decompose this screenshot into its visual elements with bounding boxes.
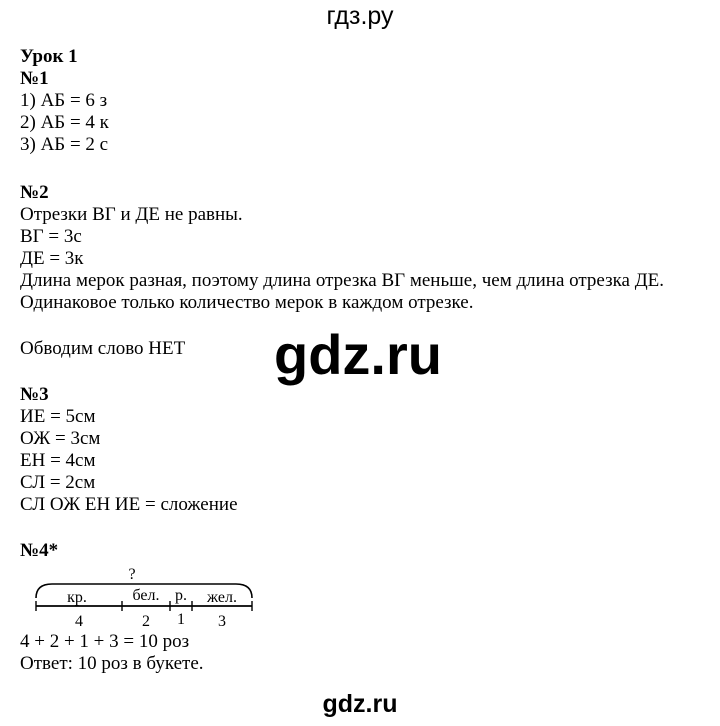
task2-circle-note: Обводим слово НЕТ (20, 338, 186, 359)
task2-line-1: Отрезки ВГ и ДЕ не равны. (20, 204, 243, 225)
segment-value: 2 (142, 613, 150, 630)
task4-answer: Ответ: 10 роз в букете. (20, 653, 204, 674)
task3-line-2: ОЖ = 3см (20, 428, 101, 449)
task2-number: №2 (20, 182, 49, 203)
segment-diagram (20, 560, 260, 632)
task4-number: №4* (20, 540, 59, 561)
task2-line-5: Одинаковое только количество мерок в каждом отрезке. (20, 292, 474, 313)
segment-value: 1 (177, 611, 185, 628)
watermark: gdz.ru (274, 323, 442, 386)
segment-value: 4 (75, 613, 83, 630)
task3-number: №3 (20, 384, 49, 405)
total-label: ? (128, 566, 136, 583)
task1-number: №1 (20, 68, 49, 89)
task3-line-4: СЛ = 2см (20, 472, 96, 493)
task1-line-3: 3) АБ = 2 с (20, 134, 109, 155)
site-header: гдз.ру (326, 2, 394, 30)
segment-value: 3 (218, 613, 226, 630)
segment-label: бел. (132, 587, 160, 604)
footer-watermark: gdz.ru (322, 690, 398, 718)
segment-label: кр. (67, 589, 87, 606)
task1-line-1: 1) АБ = 6 з (20, 90, 108, 111)
task2-line-2: ВГ = 3с (20, 226, 82, 247)
lesson-title: Урок 1 (20, 46, 78, 67)
task4-equation: 4 + 2 + 1 + 3 = 10 роз (20, 631, 190, 652)
task2-line-4: Длина мерок разная, поэтому длина отрезка ВГ меньше, чем длина отрезка ДЕ. (20, 270, 665, 291)
task3-line-5: СЛ ОЖ ЕН ИЕ = сложение (20, 494, 238, 515)
segment-label: р. (175, 587, 187, 604)
segment-label: жел. (207, 589, 237, 606)
task3-line-1: ИЕ = 5см (20, 406, 96, 427)
task2-line-3: ДЕ = 3к (20, 248, 84, 269)
task1-line-2: 2) АБ = 4 к (20, 112, 109, 133)
task3-line-3: ЕН = 4см (20, 450, 96, 471)
